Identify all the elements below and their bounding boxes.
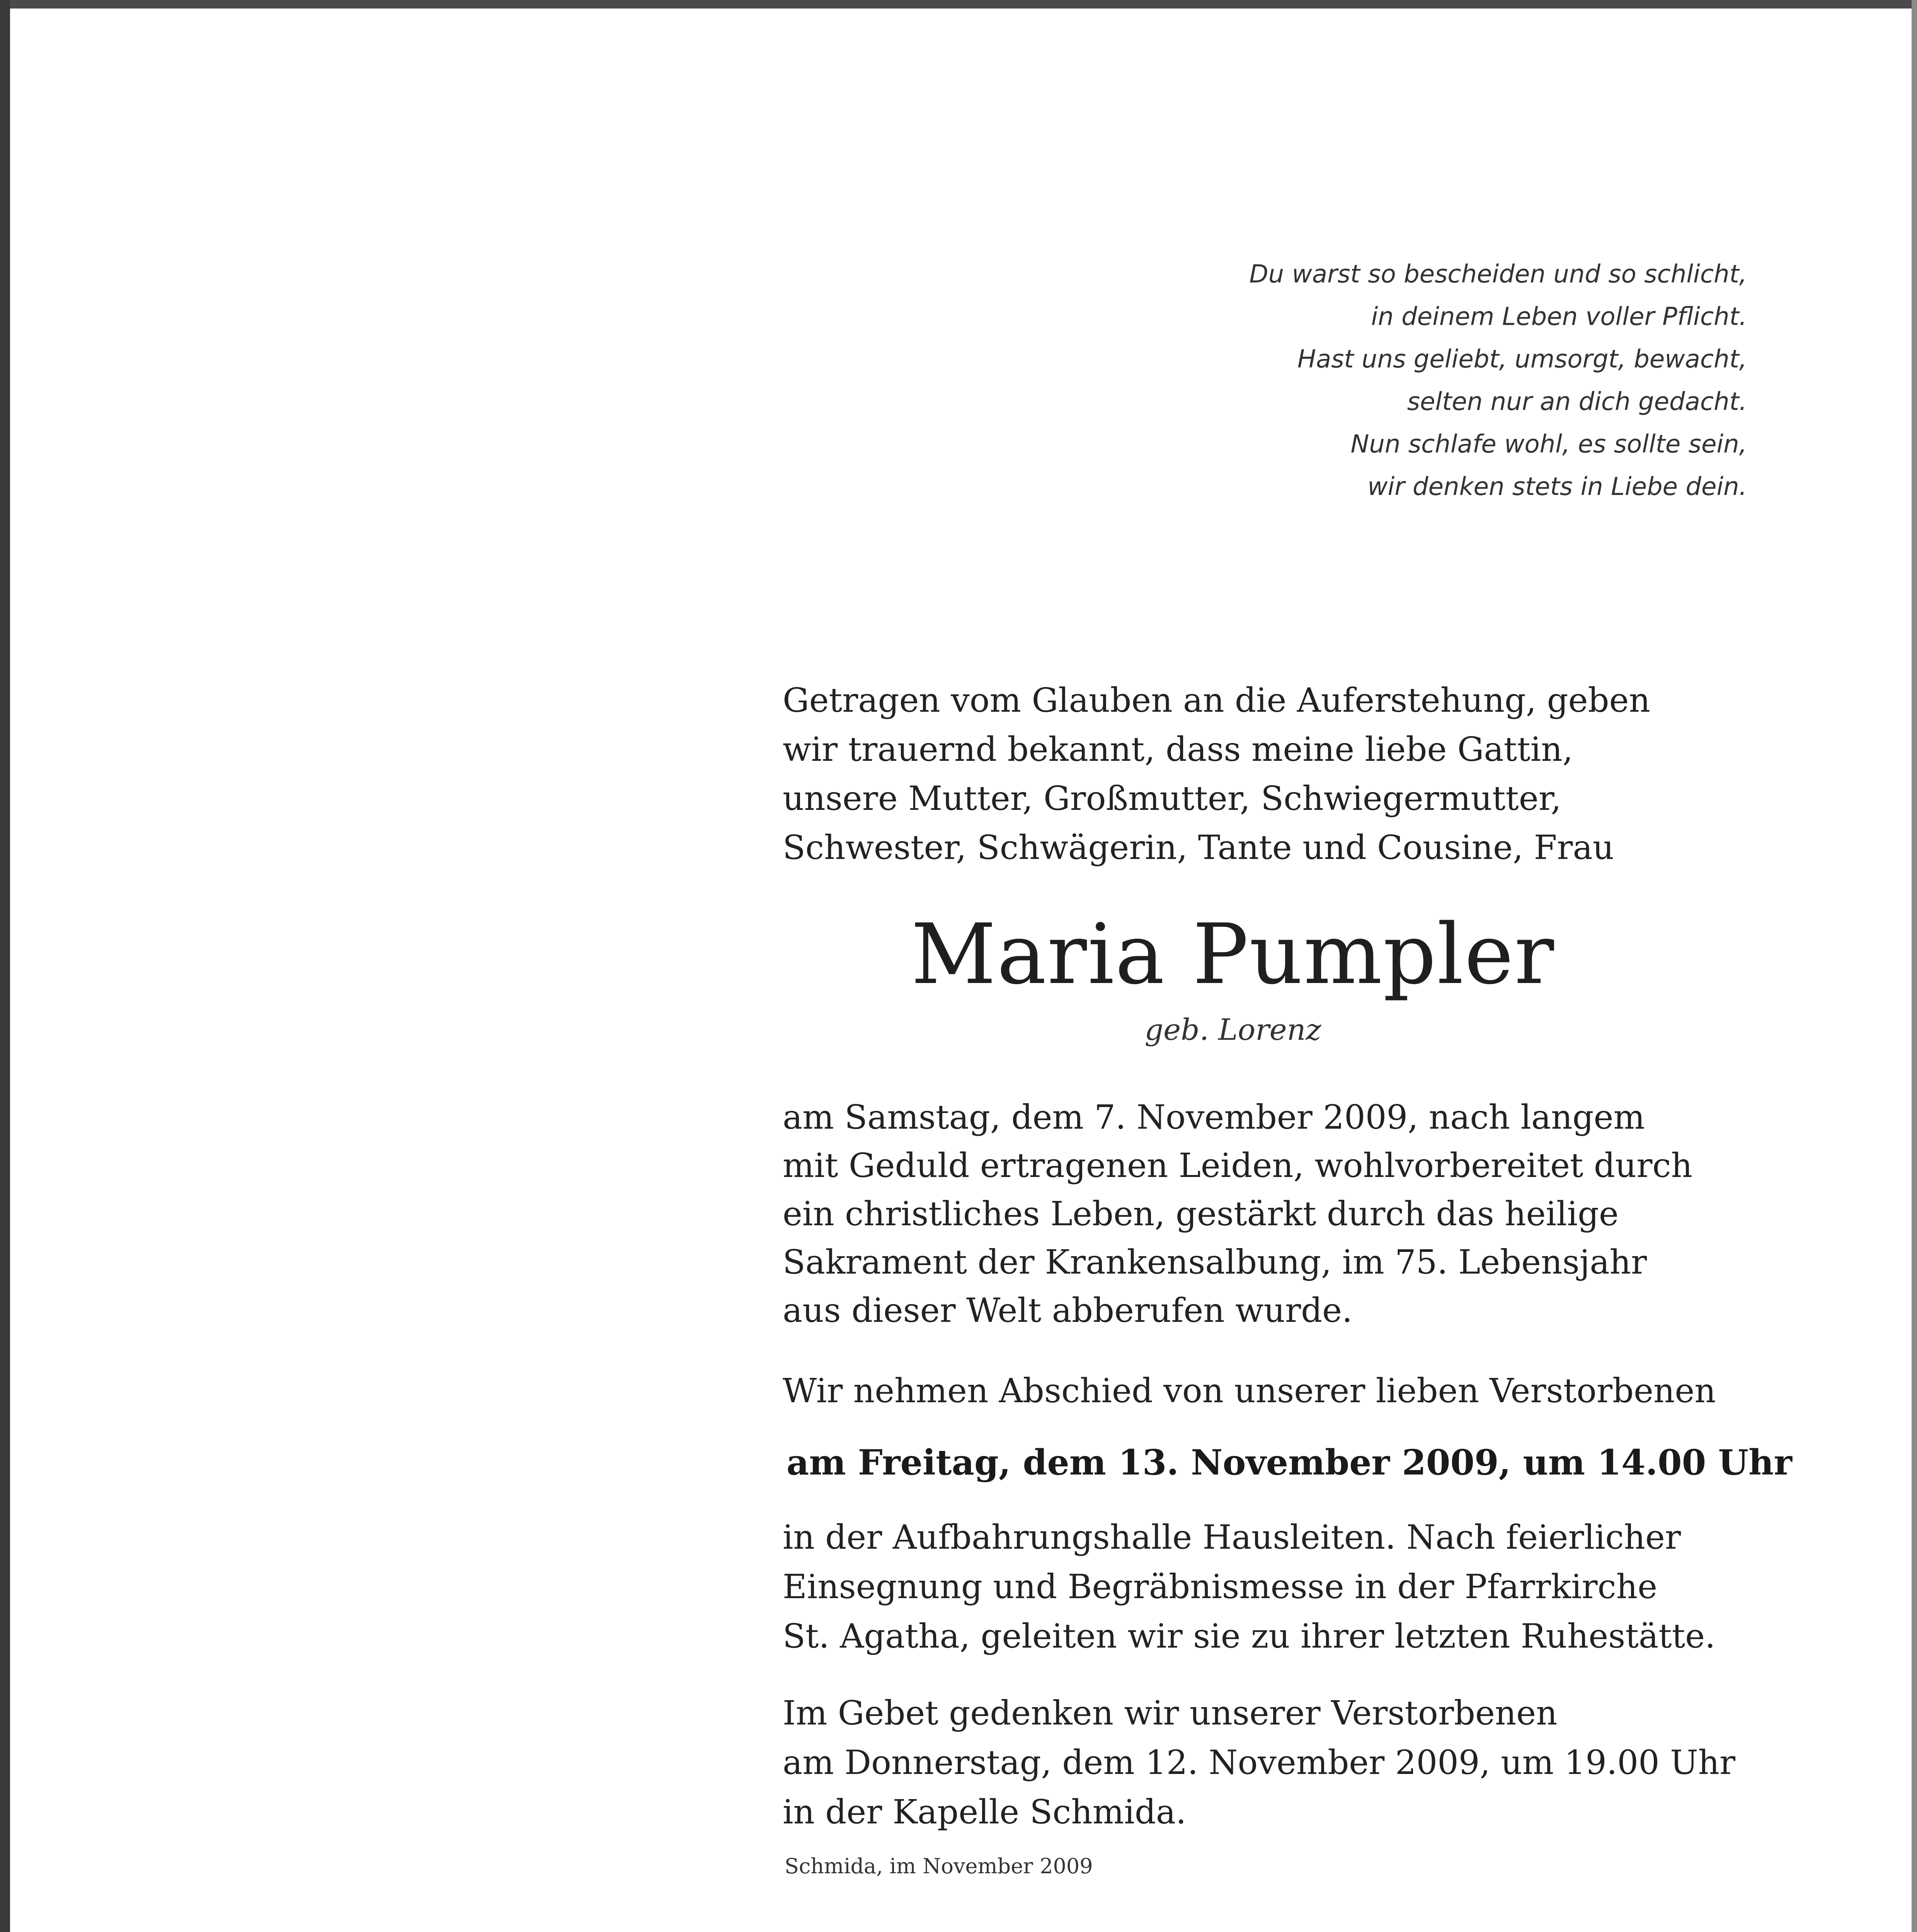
passing-line: am Samstag, dem 7. November 2009, nach langem bbox=[783, 1098, 1645, 1137]
deceased-name: Maria Pumpler bbox=[911, 906, 1555, 1003]
farewell-intro bbox=[783, 1366, 1749, 1416]
ceremony-line: St. Agatha, geleiten wir sie zu ihrer letzten Ruhestätte. bbox=[783, 1617, 1716, 1656]
prayer-line: Im Gebet gedenken wir unserer Verstorbenen bbox=[783, 1694, 1558, 1733]
funeral-datetime: am Freitag, dem 13. November 2009, um 14.00 Uhr bbox=[787, 1442, 1792, 1483]
prayer-details bbox=[783, 1689, 1749, 1837]
poem-line: in deinem Leben voller Pflicht. bbox=[1371, 303, 1747, 331]
announcement-intro bbox=[783, 676, 1749, 872]
ceremony-line: Einsegnung und Begräbnismesse in der Pfarrkirche bbox=[783, 1568, 1658, 1606]
intro-line: Getragen vom Glauben an die Auferstehung, geben bbox=[783, 681, 1650, 720]
ceremony-details bbox=[783, 1513, 1749, 1661]
maiden-name: geb. Lorenz bbox=[1144, 1012, 1321, 1047]
prayer-line: am Donnerstag, dem 12. November 2009, um 19.00 Uhr bbox=[783, 1743, 1736, 1782]
poem-line: selten nur an dich gedacht. bbox=[1407, 388, 1747, 416]
prayer-line: in der Kapelle Schmida. bbox=[783, 1793, 1187, 1832]
intro-line: wir trauernd bekannt, dass meine liebe Gattin, bbox=[783, 730, 1573, 769]
poem-line: wir denken stets in Liebe dein. bbox=[1367, 473, 1747, 501]
passing-line: aus dieser Welt abberufen wurde. bbox=[783, 1291, 1353, 1330]
poem-line: Hast uns geliebt, umsorgt, bewacht, bbox=[1297, 345, 1747, 374]
passing-details bbox=[783, 1094, 1749, 1335]
scan-edge-left bbox=[0, 0, 10, 1932]
place-date: Schmida, im November 2009 bbox=[785, 1854, 1093, 1878]
scan-edge-right bbox=[1912, 0, 1917, 1932]
intro-line: unsere Mutter, Großmutter, Schwiegermutter, bbox=[783, 779, 1561, 818]
memorial-poem bbox=[974, 253, 1747, 508]
passing-line: mit Geduld ertragenen Leiden, wohlvorbereitet durch bbox=[783, 1146, 1692, 1185]
poem-line: Nun schlafe wohl, es sollte sein, bbox=[1350, 430, 1747, 459]
intro-line: Schwester, Schwägerin, Tante und Cousine, Frau bbox=[783, 828, 1614, 867]
passing-line: Sakrament der Krankensalbung, im 75. Lebensjahr bbox=[783, 1243, 1647, 1282]
farewell-line: Wir nehmen Abschied von unserer lieben Verstorbenen bbox=[783, 1372, 1716, 1410]
scan-edge-top bbox=[0, 0, 1917, 9]
passing-line: ein christliches Leben, gestärkt durch das heilige bbox=[783, 1195, 1619, 1233]
ceremony-line: in der Aufbahrungshalle Hausleiten. Nach feierlicher bbox=[783, 1518, 1681, 1557]
poem-line: Du warst so bescheiden und so schlicht, bbox=[1249, 260, 1747, 289]
